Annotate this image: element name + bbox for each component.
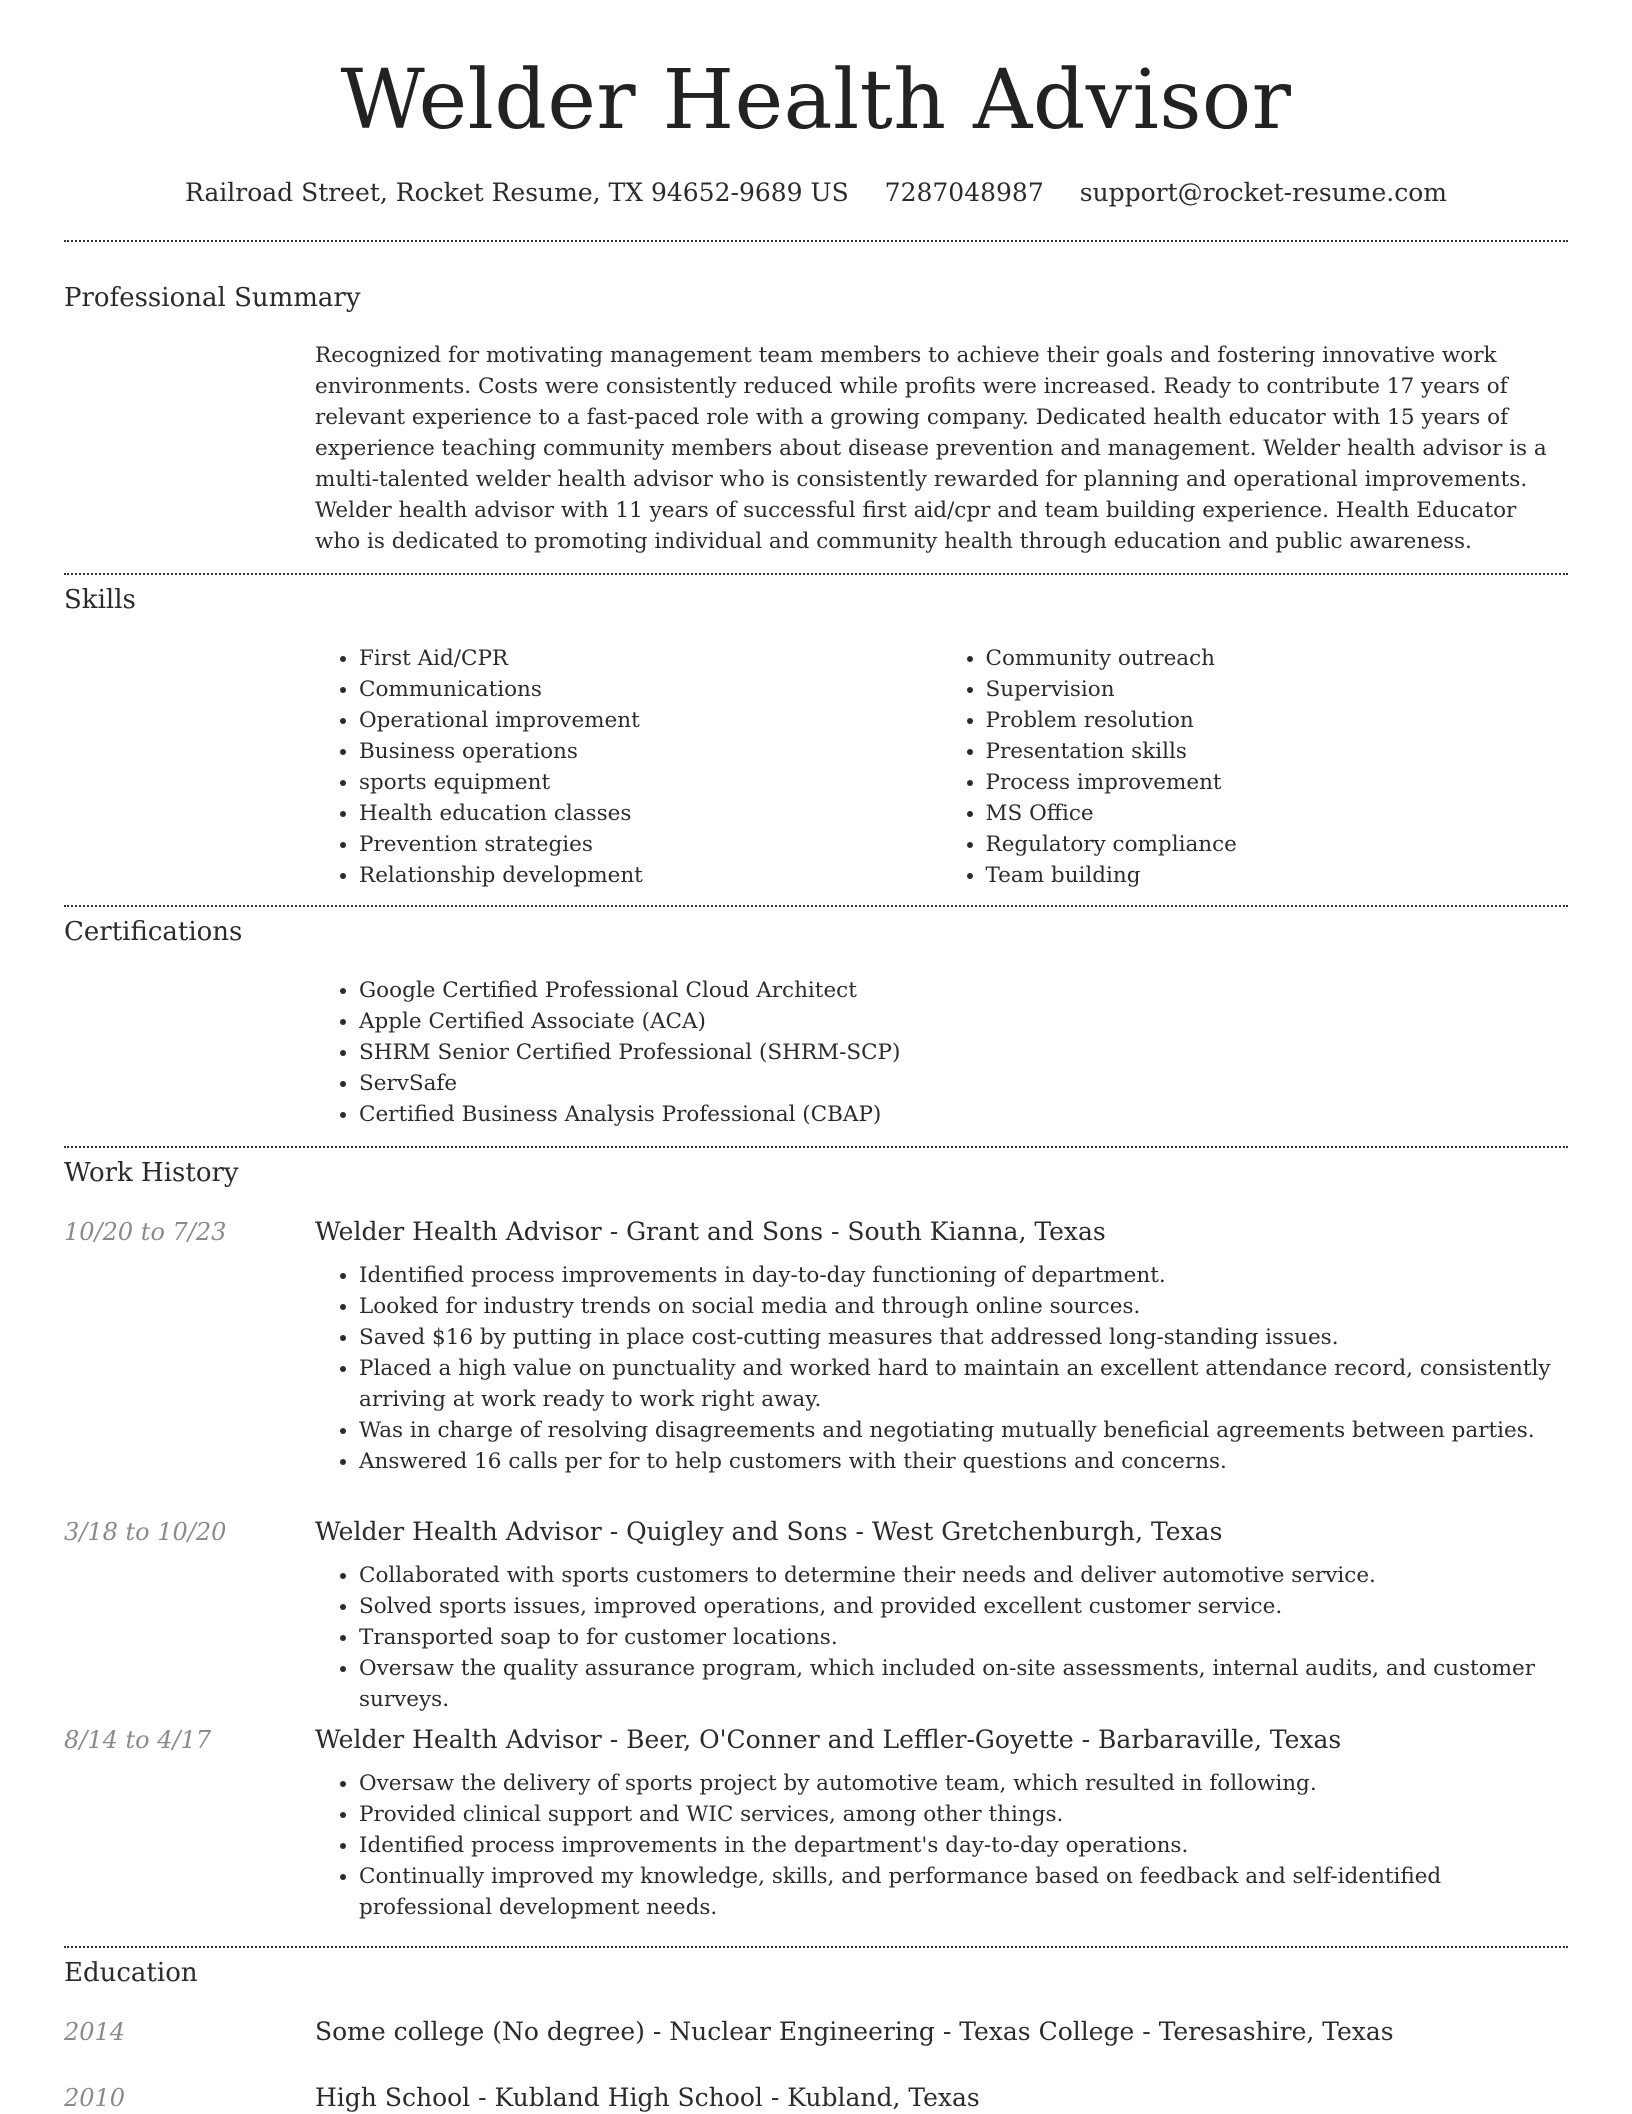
- job-title: Welder Health Advisor - Beer, O'Conner and Leffler-Goyette - Barbaraville, Texas: [315, 1725, 1342, 1754]
- divider: [64, 240, 1568, 242]
- job-bullet: • Continually improved my knowledge, skills, and performance based on feedback and self-identified professional development needs.: [359, 1861, 1568, 1923]
- job-bullet: • Transported soap to for customer locations.: [359, 1622, 1568, 1653]
- job-entry: [315, 1724, 1568, 1923]
- job-bullets: [315, 1768, 1568, 1923]
- skill-item: • Prevention strategies: [359, 829, 942, 860]
- skill-item: • Process improvement: [986, 767, 1569, 798]
- job-title: Welder Health Advisor - Grant and Sons - South Kianna, Texas: [315, 1217, 1106, 1246]
- section-title-summary: Professional Summary: [64, 283, 361, 313]
- job-entry: [315, 1216, 1568, 1477]
- skill-item: • Community outreach: [986, 643, 1569, 674]
- education-title: High School - Kubland High School - Kubland, Texas: [315, 2083, 980, 2112]
- job-bullets: [315, 1260, 1568, 1477]
- job-bullet: • Placed a high value on punctuality and worked hard to maintain an excellent attendance record, consistently arriving at work ready to work right away.: [359, 1353, 1568, 1415]
- job-bullet: • Collaborated with sports customers to determine their needs and deliver automotive service.: [359, 1560, 1568, 1591]
- job-bullet: • Saved $16 by putting in place cost-cutting measures that addressed long-standing issues.: [359, 1322, 1568, 1353]
- certification-item: • Apple Certified Associate (ACA): [359, 1006, 1568, 1037]
- skill-item: • MS Office: [986, 798, 1569, 829]
- education-year: 2014: [64, 2018, 126, 2046]
- job-dates: 3/18 to 10/20: [64, 1518, 227, 1546]
- skill-item: • Operational improvement: [359, 705, 942, 736]
- skill-item: • Business operations: [359, 736, 942, 767]
- certification-item: • SHRM Senior Certified Professional (SHRM-SCP): [359, 1037, 1568, 1068]
- contact-address: Railroad Street, Rocket Resume, TX 94652-9689 US: [184, 178, 849, 207]
- divider: [64, 905, 1568, 907]
- job-bullet: • Oversaw the quality assurance program, which included on-site assessments, internal audits, and customer surveys.: [359, 1653, 1568, 1715]
- job-bullet: • Looked for industry trends on social media and through online sources.: [359, 1291, 1568, 1322]
- skill-item: • Team building: [986, 860, 1569, 891]
- certification-item: • ServSafe: [359, 1068, 1568, 1099]
- skill-item: • sports equipment: [359, 767, 942, 798]
- resume-name: Welder Health Advisor: [340, 53, 1292, 148]
- job-bullet: • Was in charge of resolving disagreements and negotiating mutually beneficial agreements between parties.: [359, 1415, 1568, 1446]
- job-dates: 8/14 to 4/17: [64, 1726, 212, 1754]
- education-entry: [315, 2082, 1568, 2114]
- section-title-skills: Skills: [64, 585, 136, 615]
- skill-item: • Health education classes: [359, 798, 942, 829]
- skills-list-right: [942, 643, 1569, 891]
- contact-line: [64, 178, 1568, 207]
- certification-item: • Certified Business Analysis Professional (CBAP): [359, 1099, 1568, 1130]
- skill-item: • Relationship development: [359, 860, 942, 891]
- job-bullet: • Oversaw the delivery of sports project by automotive team, which resulted in following.: [359, 1768, 1568, 1799]
- certification-item: • Google Certified Professional Cloud Architect: [359, 975, 1568, 1006]
- skill-item: • Supervision: [986, 674, 1569, 705]
- job-bullet: • Identified process improvements in day-to-day functioning of department.: [359, 1260, 1568, 1291]
- divider: [64, 1946, 1568, 1948]
- divider: [64, 1146, 1568, 1148]
- certifications-block: [315, 975, 1568, 1130]
- divider: [64, 573, 1568, 575]
- summary-block: [315, 340, 1568, 557]
- job-bullet: • Answered 16 calls per for to help customers with their questions and concerns.: [359, 1446, 1568, 1477]
- education-entry: [315, 2016, 1568, 2048]
- job-entry: [315, 1516, 1568, 1715]
- section-title-education: Education: [64, 1958, 198, 1988]
- section-title-certifications: Certifications: [64, 917, 243, 947]
- skill-item: • Communications: [359, 674, 942, 705]
- contact-email: support@rocket-resume.com: [1079, 178, 1447, 207]
- summary-text: Recognized for motivating management team members to achieve their goals and fostering innovative work environments. Costs were consistently reduced while profits were increased. Ready to contribute 17 years of relevant experience to a fast-paced role with a growing company. Dedicated health educator with 15 years of experience teaching community members about disease prevention and management. Welder health advisor is a multi-talented welder health advisor who is consistently rewarded for planning and operational improvements. Welder health advisor with 11 years of successful first aid/cpr and team building experience. Health Educator who is dedicated to promoting individual and community health through education and public awareness.: [315, 343, 1547, 554]
- skill-item: • Problem resolution: [986, 705, 1569, 736]
- education-year: 2010: [64, 2084, 126, 2112]
- skill-item: • First Aid/CPR: [359, 643, 942, 674]
- job-title: Welder Health Advisor - Quigley and Sons - West Gretchenburgh, Texas: [315, 1517, 1223, 1546]
- contact-phone: 7287048987: [884, 178, 1044, 207]
- resume-page: [64, 0, 1568, 2112]
- section-title-work-history: Work History: [64, 1158, 239, 1188]
- job-dates: 10/20 to 7/23: [64, 1218, 227, 1246]
- job-bullet: • Solved sports issues, improved operations, and provided excellent customer service.: [359, 1591, 1568, 1622]
- job-bullet: • Identified process improvements in the department's day-to-day operations.: [359, 1830, 1568, 1861]
- job-bullet: • Provided clinical support and WIC services, among other things.: [359, 1799, 1568, 1830]
- certifications-list: [315, 975, 1568, 1130]
- skill-item: • Regulatory compliance: [986, 829, 1569, 860]
- skills-block: [315, 643, 1568, 891]
- job-bullets: [315, 1560, 1568, 1715]
- skills-list-left: [315, 643, 942, 891]
- education-title: Some college (No degree) - Nuclear Engineering - Texas College - Teresashire, Texas: [315, 2017, 1394, 2046]
- skill-item: • Presentation skills: [986, 736, 1569, 767]
